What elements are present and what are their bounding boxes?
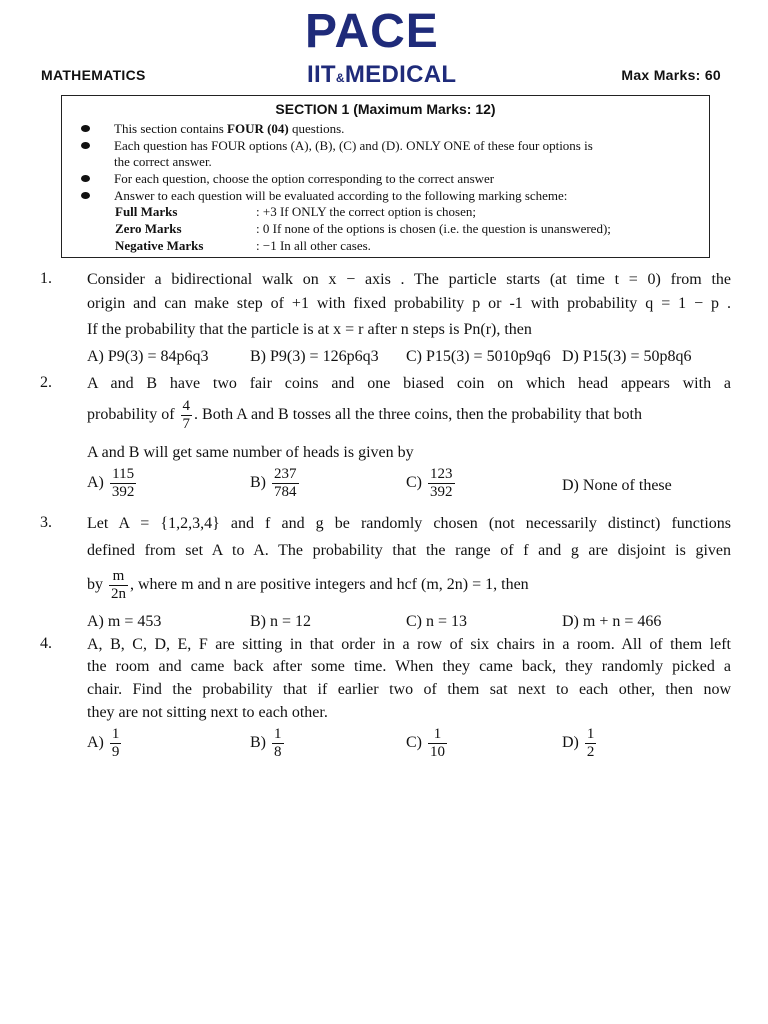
full-marks-text: : +3 If ONLY the correct option is chosen; [256,204,476,219]
instructions-box [61,95,710,258]
q3-option-c[interactable]: C) n = 13 [406,613,468,630]
q3-option-d[interactable]: D) m + n = 466 [562,613,662,630]
q2-option-a[interactable]: A) $\frac{115}{392}$ [87,466,135,500]
q1-option-b[interactable]: B) P9(3) = 126p6q3 [250,348,379,365]
fraction: $\frac{4}{7}$ [182,398,191,432]
q4-line-3: chair. Find the probability that if earlier two of them sat next to each other, then now [87,681,731,698]
q2-option-b[interactable]: B) $\frac{237}{784}$ [250,466,297,500]
q1-option-a[interactable]: A) P9(3) = 84p6q3 [87,348,209,365]
q2-line-1: A and B have two fair coins and one biased coin on which head appears with a [87,375,731,392]
bullet-icon [81,125,90,132]
q1-option-d[interactable]: D) P15(3) = 50p8q6 [562,348,692,365]
fraction: $\frac{m}{2n}$ [111,568,126,602]
instruction-3: For each question, choose the option corresponding to the correct answer [114,171,495,186]
q4-option-b[interactable]: B) $\frac{1}{8}$ [250,726,282,760]
zero-marks-text: : 0 If none of the options is chosen (i.e. the question is unanswered); [256,221,611,236]
bullet-icon [81,142,90,149]
question-number: 2. [40,374,52,391]
q4-option-d[interactable]: D) $\frac{1}{2}$ [562,726,595,760]
q1-line-1: Consider a bidirectional walk on x − axis . The particle starts (at time t = 0) from the [87,271,731,288]
bullet-icon [81,175,90,182]
instruction-1: This section contains FOUR (04) questions. [114,121,345,136]
q1-line-3: If the probability that the particle is at x = r after n steps is Pn(r), then [87,321,532,338]
full-marks-label: Full Marks [115,204,178,219]
q3-line-3: by $\frac{m}{2n}$ , where m and n are positive integers and hcf (m, 2n) = 1, then [87,568,529,602]
section-title: SECTION 1 (Maximum Marks: 12) [275,101,496,117]
q1-option-c[interactable]: C) P15(3) = 5010p9q6 [406,348,551,365]
q4-line-4: they are not sitting next to each other. [87,704,328,721]
q1-line-2: origin and can make step of +1 with fixed probability p or -1 with probability q = 1 − p . [87,295,731,312]
max-marks-label: Max Marks: 60 [621,67,721,83]
q2-option-c[interactable]: C) $\frac{123}{392}$ [406,466,453,500]
negative-marks-text: : −1 In all other cases. [256,238,371,253]
bullet-icon [81,192,90,199]
q3-option-a[interactable]: A) m = 453 [87,613,162,630]
pace-logo [305,5,465,90]
zero-marks-label: Zero Marks [115,221,182,236]
instruction-2: Each question has FOUR options (A), (B), (C) and (D). ONLY ONE of these four options is [114,138,593,153]
q2-option-d[interactable]: D) None of these [562,477,672,494]
question-number: 3. [40,514,52,531]
q2-line-3: A and B will get same number of heads is given by [87,444,414,461]
logo-text-top: PACE [305,5,439,58]
question-number: 4. [40,635,52,652]
q3-line-2: defined from set A to A. The probability that the range of f and g are disjoint is given [87,542,731,559]
q4-option-a[interactable]: A) $\frac{1}{9}$ [87,726,120,760]
q3-option-b[interactable]: B) n = 12 [250,613,312,630]
question-number: 1. [40,270,52,287]
q4-option-c[interactable]: C) $\frac{1}{10}$ [406,726,445,760]
negative-marks-label: Negative Marks [115,238,204,253]
instruction-4: Answer to each question will be evaluated according to the following marking scheme: [114,188,568,203]
instruction-2-cont: the correct answer. [114,154,212,169]
q3-line-1: Let A = {1,2,3,4} and f and g be randomly chosen (not necessarily distinct) functions [87,515,731,532]
logo-text-bottom: IIT&MEDICAL [307,61,457,88]
subject-label: MATHEMATICS [41,67,146,83]
q4-line-1: A, B, C, D, E, F are sitting in that order in a row of six chairs in a room. All of them left [87,636,731,653]
q4-line-2: the room and came back after some time. When they came back, they randomly picked a [87,658,731,675]
q2-line-2: probability of $\frac{4}{7}$ . Both A and B tosses all the three coins, then the probability that both [87,398,642,432]
